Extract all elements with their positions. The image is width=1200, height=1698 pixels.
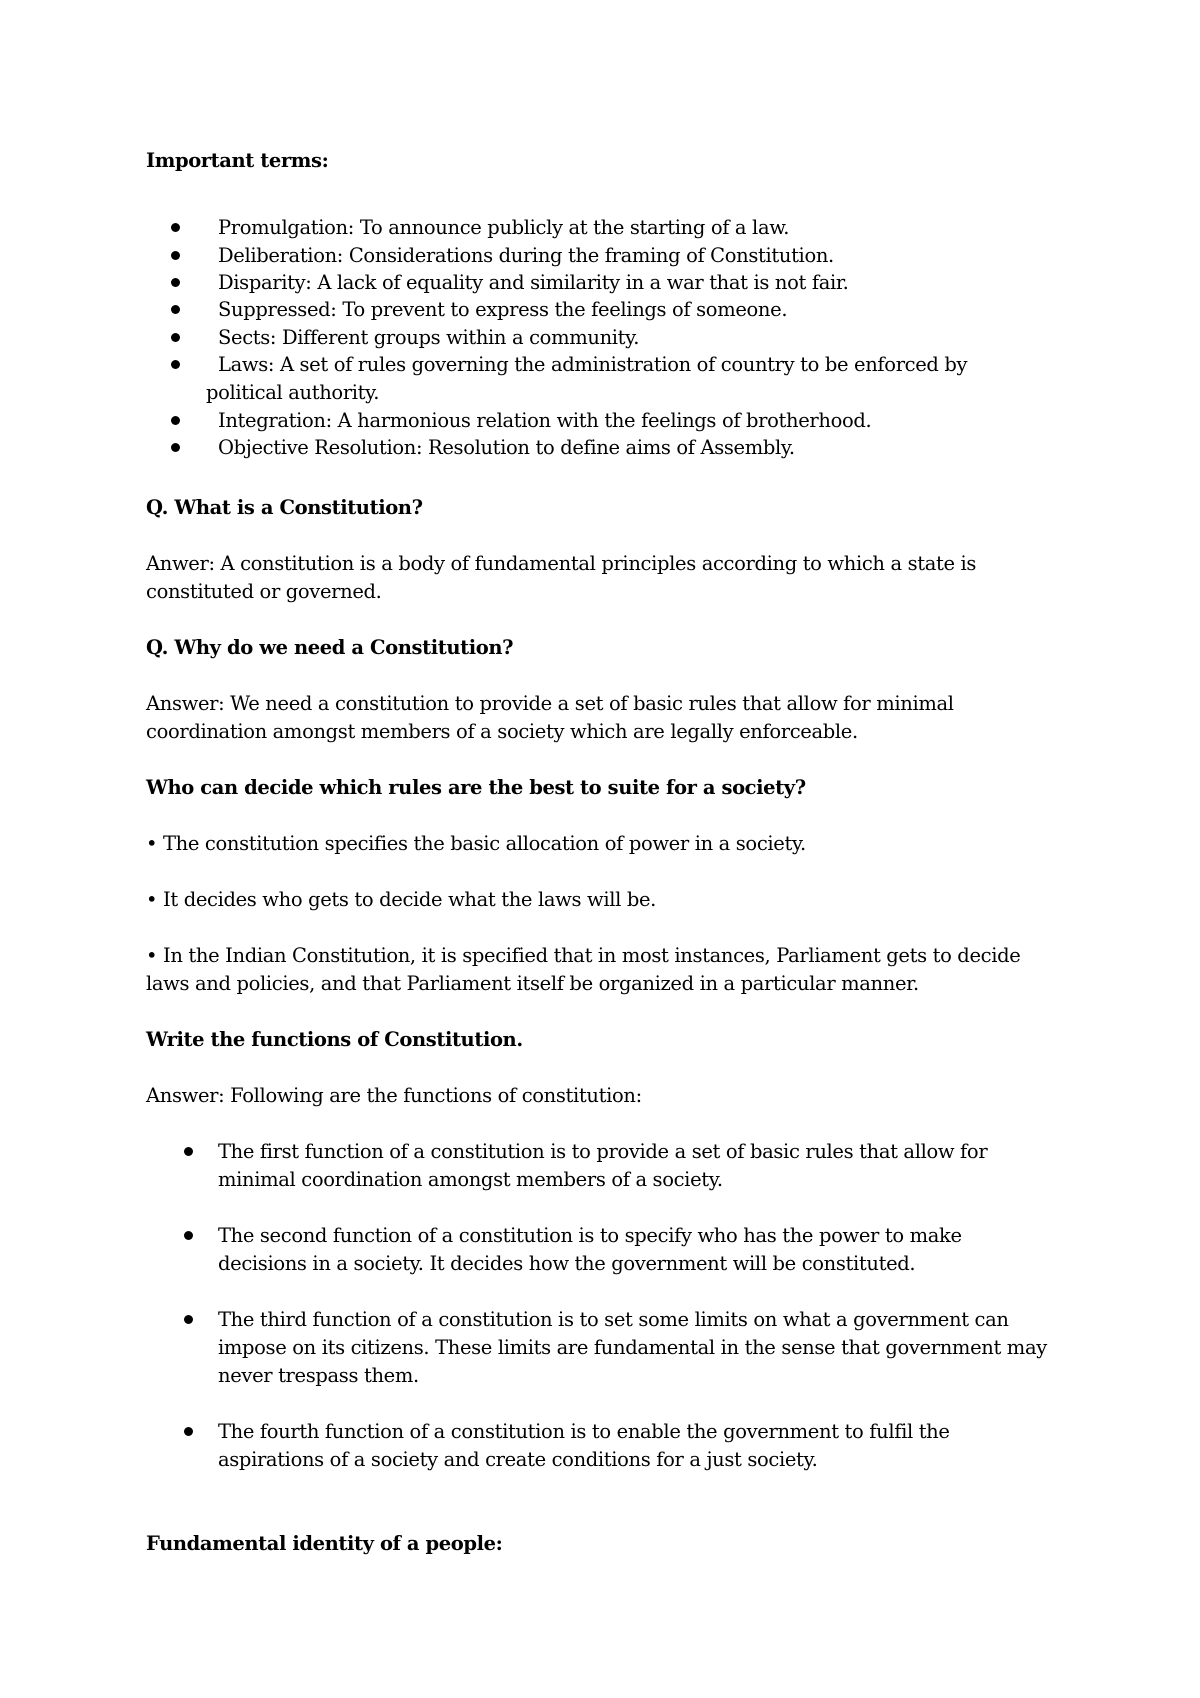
function-line: decisions in a society. It decides how the government will be constituted. (218, 1252, 916, 1275)
term-promulgation: Promulgation: To announce publicly at the starting of a law. (218, 216, 790, 239)
answer-line: Anwer: A constitution is a body of fundamental principles according to which a state is (146, 552, 977, 575)
answer-line: coordination amongst members of a society which are legally enforceable. (146, 720, 858, 743)
term-laws-continued: political authority. (206, 381, 380, 404)
bullet-icon (171, 305, 180, 314)
answer-line: Answer: We need a constitution to provide a set of basic rules that allow for minimal (146, 692, 954, 715)
term-deliberation: Deliberation: Considerations during the framing of Constitution. (218, 244, 834, 267)
term-objective-resolution: Objective Resolution: Resolution to define aims of Assembly. (218, 436, 795, 459)
term-integration: Integration: A harmonious relation with the feelings of brotherhood. (218, 409, 872, 432)
function-line: The fourth function of a constitution is to enable the government to fulfil the (218, 1420, 950, 1443)
answer-point: • In the Indian Constitution, it is specified that in most instances, Parliament gets to decide (146, 944, 1021, 967)
bullet-icon (184, 1231, 193, 1240)
function-line: The first function of a constitution is to provide a set of basic rules that allow for (218, 1140, 988, 1163)
function-line: The second function of a constitution is to specify who has the power to make (218, 1224, 962, 1247)
function-line: impose on its citizens. These limits are fundamental in the sense that government may (218, 1336, 1047, 1359)
term-disparity: Disparity: A lack of equality and similarity in a war that is not fair. (218, 271, 849, 294)
function-line: minimal coordination amongst members of a society. (218, 1168, 723, 1191)
function-line: never trespass them. (218, 1364, 419, 1387)
answer-line: constituted or governed. (146, 580, 382, 603)
answer-point: • The constitution specifies the basic allocation of power in a society. (146, 832, 806, 855)
answer-point-continued: laws and policies, and that Parliament itself be organized in a particular manner. (146, 972, 919, 995)
answer-point: • It decides who gets to decide what the laws will be. (146, 888, 656, 911)
term-sects: Sects: Different groups within a community. (218, 326, 640, 349)
bullet-icon (171, 251, 180, 260)
bullet-icon (184, 1147, 193, 1156)
question-why-need-constitution: Q. Why do we need a Constitution? (146, 636, 514, 659)
important-terms-heading: Important terms: (146, 149, 329, 172)
bullet-icon (171, 443, 180, 452)
bullet-icon (184, 1315, 193, 1324)
bullet-icon (171, 333, 180, 342)
bullet-icon (184, 1427, 193, 1436)
question-what-is-constitution: Q. What is a Constitution? (146, 496, 423, 519)
bullet-icon (171, 278, 180, 287)
term-laws: Laws: A set of rules governing the administration of country to be enforced by (218, 353, 968, 376)
term-suppressed: Suppressed: To prevent to express the feelings of someone. (218, 298, 788, 321)
section-heading-fundamental-identity: Fundamental identity of a people: (146, 1532, 503, 1555)
answer-intro: Answer: Following are the functions of constitution: (146, 1084, 642, 1107)
function-line: aspirations of a society and create conditions for a just society. (218, 1448, 818, 1471)
question-functions-of-constitution: Write the functions of Constitution. (146, 1028, 523, 1051)
bullet-icon (171, 416, 180, 425)
question-who-decides-rules: Who can decide which rules are the best to suite for a society? (146, 776, 806, 799)
function-line: The third function of a constitution is to set some limits on what a government can (218, 1308, 1009, 1331)
bullet-icon (171, 360, 180, 369)
bullet-icon (171, 223, 180, 232)
